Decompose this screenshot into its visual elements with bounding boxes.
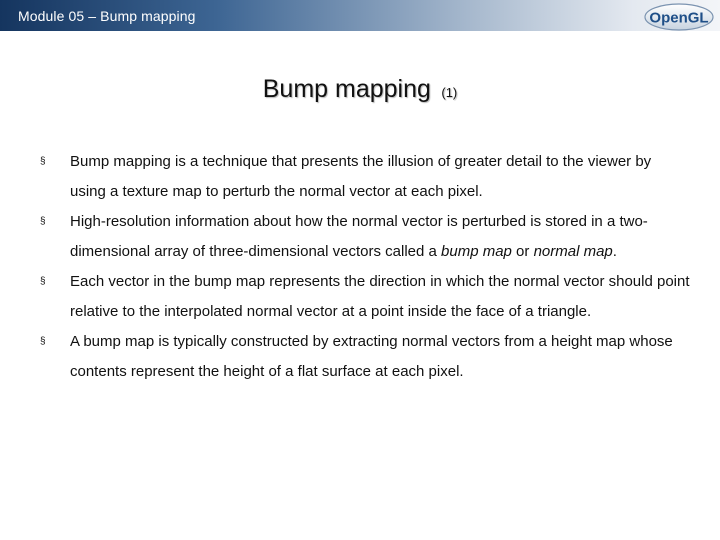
header-bar	[0, 0, 720, 31]
opengl-logo	[643, 2, 715, 32]
bullet-text: or	[511, 242, 534, 260]
opengl-logo-text: OpenGL	[649, 9, 709, 27]
bullet-marker-icon: §	[40, 156, 46, 167]
bullet-item	[40, 327, 690, 386]
slide-title: Bump mapping	[262, 75, 431, 103]
bullet-item	[40, 207, 690, 266]
bullet-text: A bump map is typically constructed by extracting normal vectors from a height map whose contents represent the height of a flat surface at each pixel.	[70, 333, 673, 380]
bullet-text: High-resolution information about how the normal vector is perturbed is stored in a two-dimensional array of three-dimensional vectors called a	[70, 213, 648, 260]
bullet-marker-icon: §	[40, 216, 46, 227]
slide-title-number: (1)	[441, 85, 458, 100]
module-label: Module 05 – Bump mapping	[18, 8, 196, 24]
slide-title-block	[0, 75, 720, 104]
bullet-list	[40, 147, 690, 387]
bullet-emphasis: normal map	[533, 242, 613, 260]
bullet-emphasis: bump map	[441, 242, 512, 260]
bullet-text: Each vector in the bump map represents the direction in which the normal vector should point relative to the interpolated normal vector at a point inside the face of a triangle.	[70, 273, 690, 320]
bullet-marker-icon: §	[40, 336, 46, 347]
bullet-marker-icon: §	[40, 276, 46, 287]
bullet-item	[40, 147, 690, 206]
bullet-text: .	[612, 242, 617, 260]
bullet-item	[40, 267, 690, 326]
bullet-text: Bump mapping is a technique that presents the illusion of greater detail to the viewer by using a texture map to perturb the normal vector at each pixel.	[70, 153, 652, 200]
